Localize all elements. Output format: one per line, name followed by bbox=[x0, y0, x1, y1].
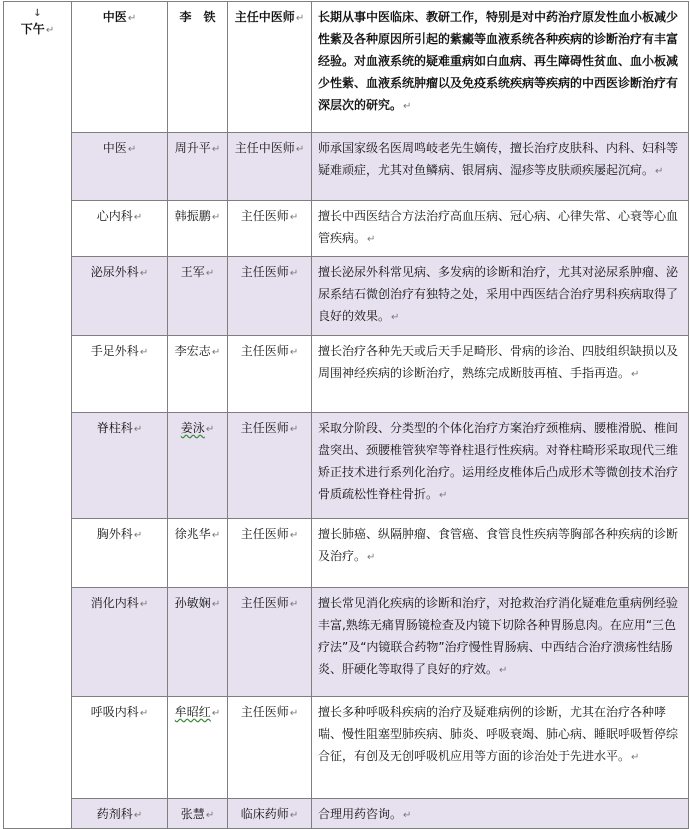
department-cell: 消化内科↵ bbox=[72, 588, 168, 697]
doctor-title-cell: 主任医师↵ bbox=[228, 519, 312, 588]
time-label: 下午↵ bbox=[20, 22, 55, 36]
time-cell bbox=[4, 2, 72, 829]
doctor-title-cell: 主任医师↵ bbox=[228, 336, 312, 413]
doctor-title-cell: 主任医师↵ bbox=[228, 201, 312, 257]
doctor-title-cell: 主任医师↵ bbox=[228, 697, 312, 799]
doctor-name-cell: 徐兆华↵ bbox=[168, 519, 228, 588]
doctor-title-cell: 临床药师↵ bbox=[228, 799, 312, 829]
specialty-cell: 擅长治疗各种先天或后天手足畸形、骨病的诊治、四肢组织缺损以及周围神经疾病的诊断治疗，熟练完成断肢再植、手指再造。↵ bbox=[312, 336, 689, 413]
specialty-cell: 师承国家级名医周鸣岐老先生嫡传，擅长治疗皮肤科、内科、妇科等疑难顽症，尤其对鱼鳞病、银屑病、湿疹等皮肤顽疾屡起沉疴。↵ bbox=[312, 133, 689, 201]
table-row bbox=[4, 588, 689, 697]
doctor-schedule-table bbox=[3, 1, 689, 829]
table-row bbox=[4, 413, 689, 519]
table-row bbox=[4, 697, 689, 799]
down-arrow-icon: ↓ bbox=[33, 8, 42, 19]
department-cell: 心内科↵ bbox=[72, 201, 168, 257]
department-cell: 泌尿外科↵ bbox=[72, 257, 168, 336]
table-row bbox=[4, 336, 689, 413]
doctor-title-cell: 主任医师↵ bbox=[228, 257, 312, 336]
doctor-title-cell: 主任医师↵ bbox=[228, 413, 312, 519]
specialty-cell: 擅长常见消化疾病的诊断和治疗，对抢救治疗消化疑难危重病例经验丰富,熟练无痛胃肠镜检查及内镜下切除各种胃肠息肉。在应用“三色疗法”及“内镜联合药物”治疗慢性胃肠病、中西结合治疗溃疡性结肠炎、肝硬化等取得了良好的疗效。↵ bbox=[312, 588, 689, 697]
table-row bbox=[4, 2, 689, 133]
specialty-cell: 合理用药咨询。↵ bbox=[312, 799, 689, 829]
doctor-name-cell: 周升平↵ bbox=[168, 133, 228, 201]
table-row bbox=[4, 257, 689, 336]
doctor-title-cell: 主任医师↵ bbox=[228, 588, 312, 697]
table-row bbox=[4, 799, 689, 829]
table-row bbox=[4, 201, 689, 257]
department-cell: 呼吸内科↵ bbox=[72, 697, 168, 799]
doctor-name-cell: 牟昭红↵ bbox=[168, 697, 228, 799]
table-row bbox=[4, 133, 689, 201]
department-cell: 脊柱科↵ bbox=[72, 413, 168, 519]
department-cell: 药剂科↵ bbox=[72, 799, 168, 829]
doctor-name-cell: 王军↵ bbox=[168, 257, 228, 336]
specialty-cell: 擅长泌尿外科常见病、多发病的诊断和治疗，尤其对泌尿系肿瘤、泌尿系结石微创治疗有独特之处，采用中西医结合治疗男科疾病取得了良好的效果。↵ bbox=[312, 257, 689, 336]
doctor-name-cell: 姜泳↵ bbox=[168, 413, 228, 519]
doctor-name-cell: 孙敏娴↵ bbox=[168, 588, 228, 697]
specialty-cell: 擅长中西医结合方法治疗高血压病、冠心病、心律失常、心衰等心血管疾病。↵ bbox=[312, 201, 689, 257]
doctor-name-cell: 李 铁 bbox=[168, 2, 228, 133]
department-cell: 中医↵ bbox=[72, 2, 168, 133]
time-block bbox=[10, 6, 65, 40]
doctor-name-cell: 李宏志↵ bbox=[168, 336, 228, 413]
table-row bbox=[4, 519, 689, 588]
department-cell: 胸外科↵ bbox=[72, 519, 168, 588]
schedule-body bbox=[4, 2, 689, 829]
specialty-cell: 采取分阶段、分类型的个体化治疗方案治疗颈椎病、腰椎滑脱、椎间盘突出、颈腰椎管狭窄等脊柱退行性疾病。对脊柱畸形采取现代三维矫正技术进行系列化治疗。运用经皮椎体后凸成形术等微创技术治疗骨质疏松性脊柱骨折。↵ bbox=[312, 413, 689, 519]
department-cell: 中医↵ bbox=[72, 133, 168, 201]
doctor-name-cell: 韩振鹏↵ bbox=[168, 201, 228, 257]
specialty-cell: 擅长多种呼吸科疾病的治疗及疑难病例的诊断，尤其在治疗各种哮喘、慢性阻塞型肺疾病、肺炎、呼吸衰竭、肺心病、睡眠呼吸暂停综合征，有创及无创呼吸机应用等方面的诊治处于先进水平。↵ bbox=[312, 697, 689, 799]
specialty-cell: 长期从事中医临床、教研工作，特别是对中药治疗原发性血小板减少性紫及各种原因所引起的紫癜等血液系统各种疾病的诊断治疗有丰富经验。对血液系统的疑难重病如白血病、再生障碍性贫血、血小板减少性紫、血液系统肿瘤以及免疫系统疾病等疾病的中西医诊断治疗有深层次的研究。↵ bbox=[312, 2, 689, 133]
doctor-name-cell: 张慧↵ bbox=[168, 799, 228, 829]
doctor-title-cell: 主任中医师↵ bbox=[228, 133, 312, 201]
specialty-cell: 擅长肺癌、纵隔肿瘤、食管癌、食管良性疾病等胸部各种疾病的诊断及治疗。↵ bbox=[312, 519, 689, 588]
doctor-title-cell: 主任中医师↵ bbox=[228, 2, 312, 133]
department-cell: 手足外科↵ bbox=[72, 336, 168, 413]
